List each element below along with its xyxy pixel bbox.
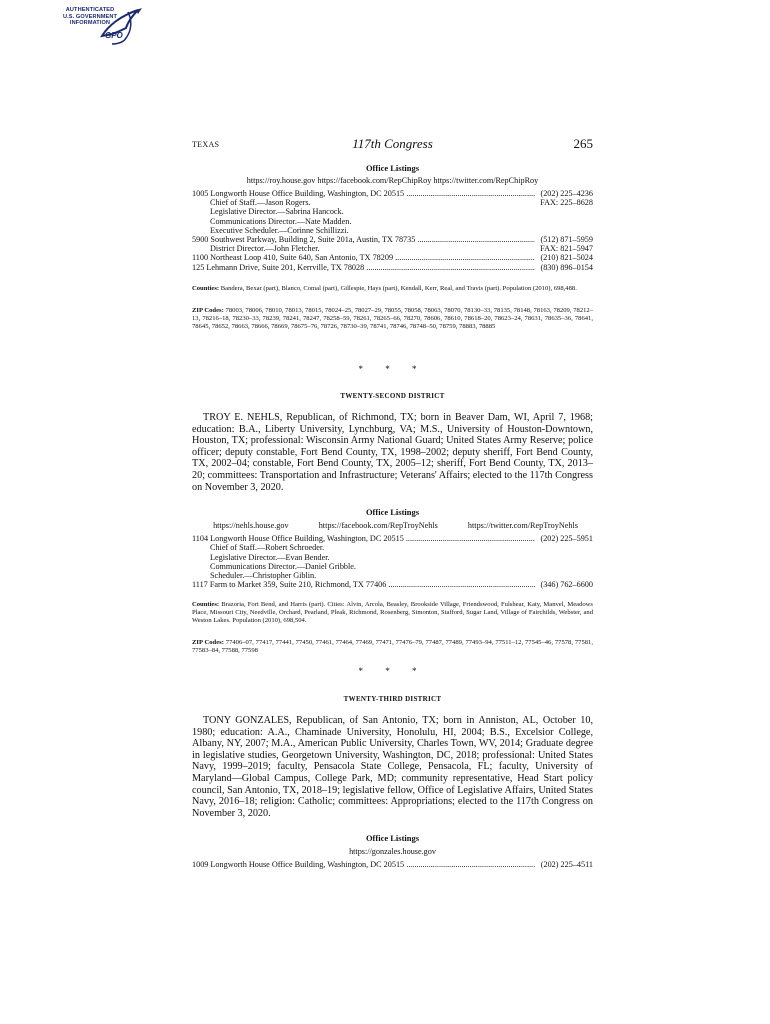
zip-codes-paragraph [192, 639, 593, 655]
district-office-row [192, 253, 593, 262]
district-23-section [192, 695, 593, 870]
staff-line: Executive Scheduler.—Corinne Schillizzi. [210, 225, 349, 235]
district-title: TWENTY-SECOND DISTRICT [340, 392, 445, 400]
district-office-phone: (346) 762–6600 [540, 580, 593, 590]
staff-line: Scheduler.—Christopher Giblin. [210, 570, 317, 580]
staff-line: Chief of Staff.—Jason Rogers. [210, 198, 311, 208]
counties-text: Bandera, Bexar (part), Blanco, Comal (part), Gillespie, Hays (part), Kendall, Kerr, Real, and Travis (part). Population (2010), 698,488. [220, 284, 577, 292]
gpo-logo-text: GPO [105, 31, 123, 40]
staff-line: District Director.—John Fletcher. [210, 244, 320, 254]
zip-label: ZIP Codes: [192, 306, 224, 314]
office-listings-heading: Office Listings [365, 507, 420, 518]
previous-member-office-listings [192, 163, 593, 331]
running-header [192, 136, 593, 152]
stamp-line-3: INFORMATION [69, 20, 111, 27]
section-separator: * * * [358, 364, 427, 374]
dc-office-phone: (202) 225–4511 [540, 860, 593, 870]
staff-line: Legislative Director.—Sabrina Hancock. [210, 207, 344, 217]
district-office-phone: (830) 896–0154 [540, 262, 593, 272]
dc-fax: FAX: 225–8628 [540, 198, 593, 208]
district-office-row [192, 235, 593, 244]
dc-office-address: 1009 Longworth House Office Building, Washington, DC 20515 ..... [192, 860, 535, 869]
district-fax: FAX: 821–5947 [540, 244, 593, 254]
zip-text: 78003, 78006, 78010, 78013, 78015, 78024–25, 78027–29, 78055, 78058, 78063, 78070, 78130–33, 78135, 78148, 78163, 78209, 78212–13, 78216–18, 78230–33, 78239, 78241, 78247, 78258–59, 78261, 78265–66, 78270, 78606, 78610, 78618–20, 78623–24, 78631, 78635–36, 78641, 78645, 78652, 78663, 78666, 78669, 78675–76, 78726, 78730–39, 78741, 78746, 78748–50, 78759, 78883, 78885 [192, 306, 593, 330]
dc-office-phone: (202) 225–5951 [540, 534, 593, 544]
counties-paragraph [192, 601, 593, 625]
counties-text: Brazoria, Fort Bend, and Harris (part). Cities: Alvin, Arcola, Beasley, Brookside Village, Friendswood, Fulshear, Katy, Manvel, Meadows Place, Missouri City, Needville, Orchard, Pearland, Pleak, Richmond, Rosenberg, Simonton, Stafford, Sugar Land, Village of Fairchilds, Webster, and Weston Lakes. Population (2010), 698,504. [192, 601, 593, 625]
staff-line: Legislative Director.—Evan Bender. [210, 552, 330, 562]
stamp-line-2: U.S. GOVERNMENT [62, 13, 118, 20]
district-office-row [192, 580, 593, 589]
staff-line: Communications Director.—Nate Madden. [210, 216, 352, 226]
office-listings-heading: Office Listings [365, 163, 420, 173]
state-name: TEXAS [192, 140, 220, 149]
staff-line: Communications Director.—Daniel Gribble. [210, 561, 356, 571]
counties-label: Counties: [192, 284, 220, 292]
zip-text: 77406–07, 77417, 77441, 77450, 77461, 77464, 77469, 77471, 77476–79, 77487, 77489, 77493–94, 77511–12, 77545–46, 77578, 77581, 77583–84, 77588, 77598 [192, 639, 593, 655]
page-number: 265 [573, 136, 593, 151]
counties-label: Counties: [192, 601, 220, 609]
district-office-row [192, 263, 593, 272]
district-office-address: 125 Lehmann Drive, Suite 201, Kerrville, TX 78028 ..... [192, 263, 535, 272]
member-biography: TONY GONZALES, Republican, of San Antonio, TX; born in Anniston, AL, October 10, 1980; education: A.A., Chaminade University, Honolulu, HI, 2004; B.S., Excelsior College, Albany, NY, 2007; M.A., American Public University, Charles Town, WV, 2014; Graduate degree in legislative studies, Georgetown University, Washington, DC, 2018; professional: United States Navy, 1999–2019; faculty, Pensacola State College, Pensacola, FL; faculty, University of Maryland—Global Campus, College Park, MD; community representative, Head Start policy council, San Antonio, TX, 2018–19; legislative fellow, Office of Legislative Affairs, United States Navy, 2016–18; religion: Catholic; committees: Appropriations; elected to the 117th Congress on November 3, 2020. [192, 715, 593, 819]
dc-office-address: 1005 Longworth House Office Building, Washington, DC 20515 ..... [192, 189, 535, 198]
member-links [192, 521, 593, 530]
district-office-address: 5900 Southwest Parkway, Building 2, Suite 201a, Austin, TX 78735 ..... [192, 235, 535, 244]
stamp-line-1: AUTHENTICATED [65, 7, 115, 13]
eagle-logo-icon [98, 6, 146, 48]
district-office-address: 1100 Northeast Loop 410, Suite 640, San Antonio, TX 78209 ..... [192, 253, 535, 262]
dc-office-address: 1104 Longworth House Office Building, Washington, DC 20515 ..... [192, 534, 535, 543]
office-listings-heading: Office Listings [365, 833, 420, 844]
member-biography: TROY E. NEHLS, Republican, of Richmond, TX; born in Beaver Dam, WI, April 7, 1968; education: B.A., Liberty University, Lynchburg, VA; M.S., University of Houston-Downtown, Houston, TX; professional: Wisconsin Army National Guard; United States Army Reserve; police officer; deputy constable, Fort Bend County, TX, 1998–2002; deputy sheriff, Fort Bend County, TX, 2002–04; constable, Fort Bend County, TX, 2005–12; sheriff, Fort Bend County, TX, 2013–20; committees: Transportation and Infrastructure; Veterans' Affairs; elected to the 117th Congress on November 3, 2020. [192, 412, 593, 493]
twitter-link[interactable]: https://twitter.com/RepTroyNehls [467, 521, 578, 531]
website-link[interactable]: https://nehls.house.gov [213, 521, 289, 531]
dc-office-row [192, 534, 593, 543]
district-title: TWENTY-THIRD DISTRICT [343, 695, 442, 703]
staff-line: Chief of Staff.—Robert Schroeder. [210, 543, 325, 553]
gpo-authentication-stamp [58, 6, 148, 48]
district-office-phone: (512) 871–5959 [540, 235, 593, 245]
facebook-link[interactable]: https://facebook.com/RepTroyNehls [318, 521, 438, 531]
dc-staff-block [192, 198, 593, 235]
member-links: https://roy.house.gov https://facebook.com/RepChipRoy https://twitter.com/RepChipRoy [246, 176, 539, 185]
district-office-address: 1117 Farm to Market 359, Suite 210, Richmond, TX 77406 ..... [192, 580, 535, 589]
dc-office-row [192, 860, 593, 869]
counties-paragraph [192, 285, 593, 293]
congress-title: 117th Congress [352, 136, 433, 151]
district-office-phone: (210) 821–5024 [540, 253, 593, 263]
dc-office-phone: (202) 225–4236 [540, 189, 593, 198]
website-link[interactable]: https://gonzales.house.gov [349, 847, 436, 857]
zip-label: ZIP Codes: [192, 639, 224, 647]
zip-codes-paragraph [192, 307, 593, 331]
district-22-section [192, 392, 593, 655]
section-separator: * * * [358, 666, 427, 676]
